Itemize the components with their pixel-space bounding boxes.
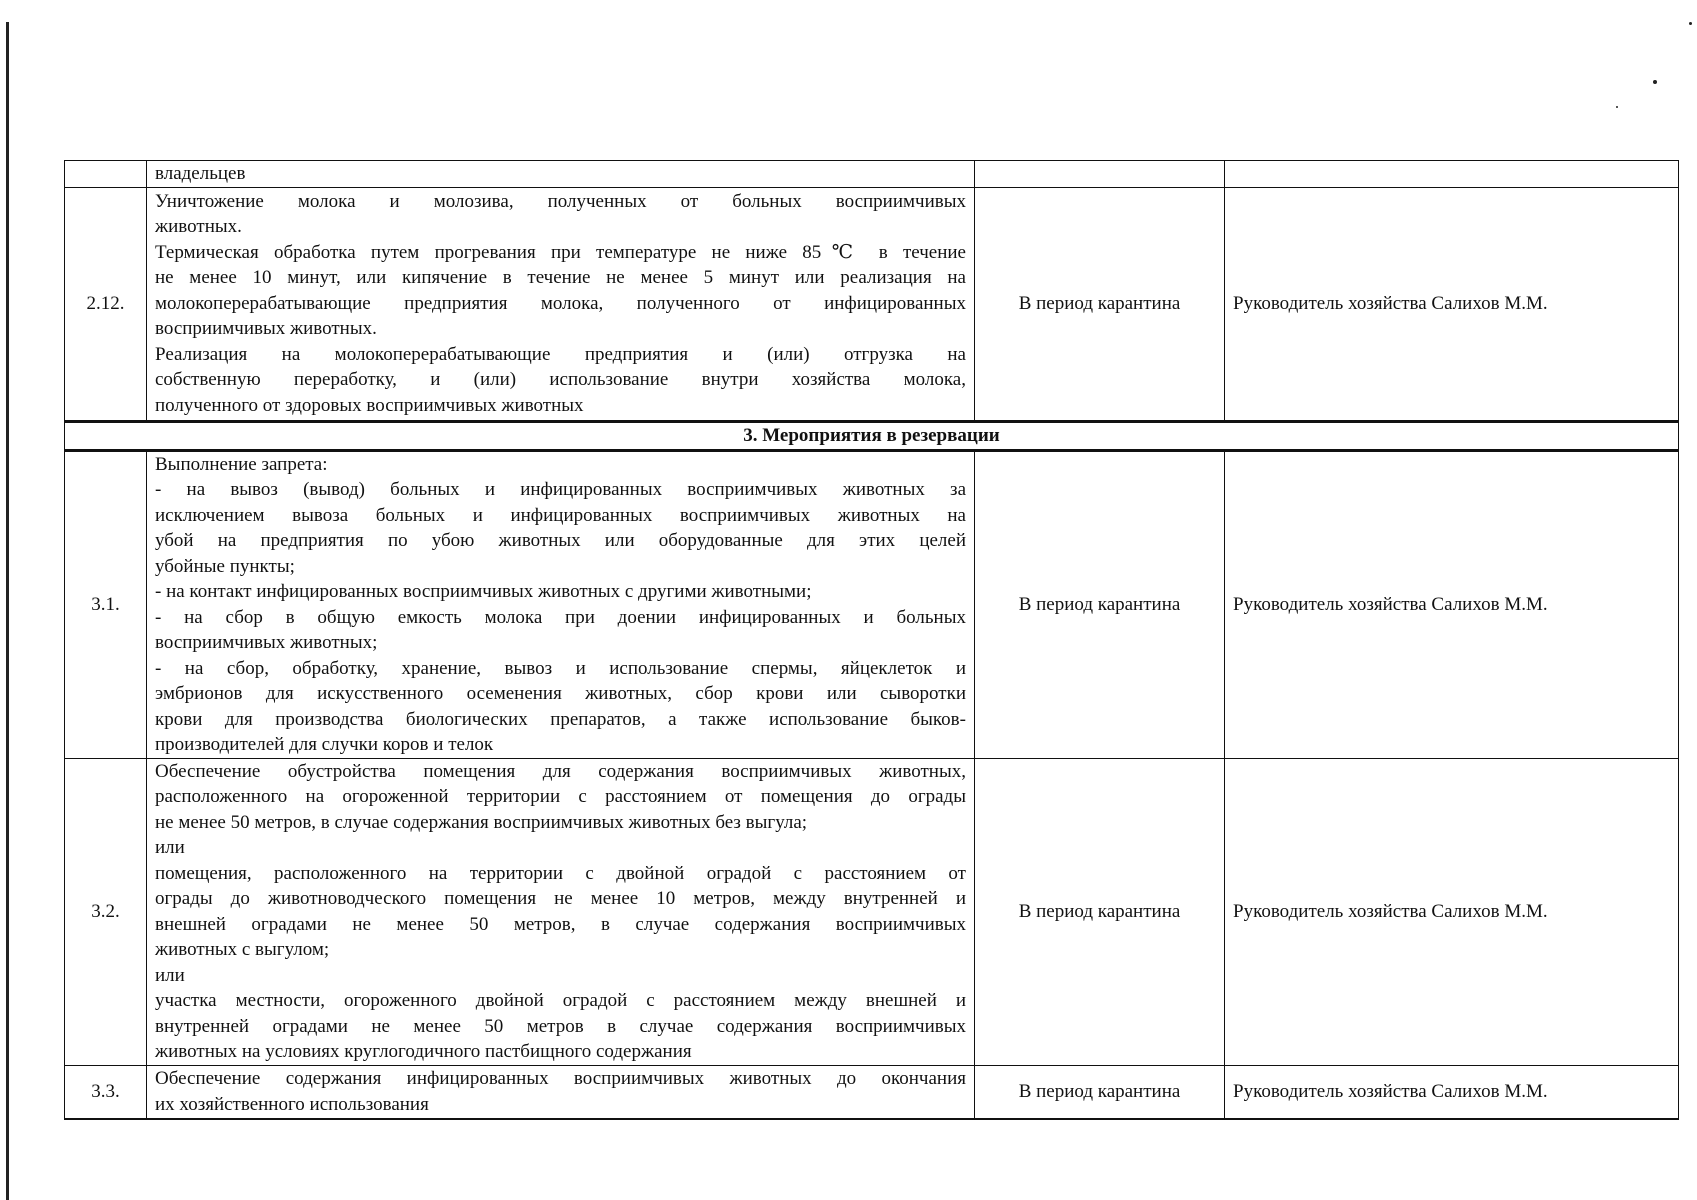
table-row [65,758,1679,1065]
row-description [147,450,975,758]
description-line: животных. [155,216,242,238]
table-row [65,161,1679,188]
description-line: убой на предприятия по убою животных или оборудованные для этих целей [155,530,966,551]
section-header-row [65,421,1679,450]
description-line: животных с выгулом; [155,939,330,960]
description-line: не менее 50 метров, в случае содержания восприимчивых животных без выгула; [155,811,808,833]
description-line: восприимчивых животных; [155,632,378,653]
row-number: 3.3. [65,1065,147,1119]
row-responsible [1225,161,1679,188]
table-row [65,187,1679,421]
row-description [147,1065,975,1119]
row-term: В период карантина [975,758,1225,1065]
table-row [65,450,1679,758]
description-line: или [155,837,185,858]
row-description [147,187,975,421]
scan-speck [1616,106,1618,108]
row-responsible: Руководитель хозяйства Салихов М.М. [1225,450,1679,758]
description-line: Выполнение запрета: [155,453,328,475]
description-line: животных на условиях круглогодичного пастбищного содержания [155,1041,692,1062]
description-line: производителей для случки коров и телок [155,734,494,755]
description-line: молокоперерабатывающие предприятия молока, полученного от инфицированных [155,292,966,314]
description-line: ограды до животноводческого помещения не менее 10 метров, между внутренней и [155,888,966,909]
description-line: внутренней оградами не менее 50 метров в случае содержания восприимчивых [155,1015,966,1037]
row-term: В период карантина [975,1065,1225,1119]
row-responsible: Руководитель хозяйства Салихов М.М. [1225,1065,1679,1119]
scan-speck [1689,22,1692,25]
description-line: расположенного на огороженной территории с расстоянием от помещения до ограды [155,786,966,807]
description-line: убойные пункты; [155,555,295,577]
row-term: В период карантина [975,450,1225,758]
scan-left-edge [6,22,9,1200]
description-line: не менее 10 минут, или кипячение в течение не менее 5 минут или реализация на [155,267,966,289]
description-line: восприимчивых животных. [155,318,377,340]
description-line: - на сбор, обработку, хранение, вывоз и использование спермы, яйцеклеток и [155,657,966,679]
description-line: полученного от здоровых восприимчивых животных [155,394,584,416]
description-line: - на вывоз (вывод) больных и инфицированных восприимчивых животных за [155,479,966,500]
description-line: собственную переработку, и (или) использование внутри хозяйства молока, [155,369,966,391]
row-responsible: Руководитель хозяйства Салихов М.М. [1225,758,1679,1065]
row-term [975,161,1225,188]
description-line: их хозяйственного использования [155,1093,429,1115]
row-description [147,161,975,188]
description-line: владельцев [155,163,246,184]
row-term: В период карантина [975,187,1225,421]
row-number: 3.2. [65,758,147,1065]
description-line: - на сбор в общую емкость молока при доении инфицированных и больных [155,606,966,628]
row-description [147,758,975,1065]
description-line: Обеспечение содержания инфицированных восприимчивых животных до окончания [155,1068,966,1089]
description-line: Термическая обработка путем прогревания при температуре не ниже 85℃ в течение [155,241,966,263]
scan-speck [1653,80,1657,84]
description-line: Реализация на молокоперерабатывающие предприятия и (или) отгрузка на [155,343,966,365]
table-row [65,1065,1679,1119]
description-line: эмбрионов для искусственного осеменения животных, сбор крови или сыворотки [155,683,966,704]
description-line: крови для производства биологических препаратов, а также использование быков- [155,708,966,730]
description-line: помещения, расположенного на территории с двойной оградой с расстоянием от [155,862,966,884]
section-title: 3. Мероприятия в резервации [65,421,1679,450]
row-number [65,161,147,188]
description-line: Обеспечение обустройства помещения для содержания восприимчивых животных, [155,760,966,782]
measures-table [64,160,1679,1120]
description-line: Уничтожение молока и молозива, полученных от больных восприимчивых [155,190,966,212]
description-line: исключением вывоза больных и инфицированных восприимчивых животных на [155,504,966,526]
row-responsible: Руководитель хозяйства Салихов М.М. [1225,187,1679,421]
description-line: внешней оградами не менее 50 метров, в случае содержания восприимчивых [155,913,966,935]
row-number: 3.1. [65,450,147,758]
description-line: участка местности, огороженного двойной оградой с расстоянием между внешней и [155,990,966,1011]
row-number: 2.12. [65,187,147,421]
description-line: или [155,964,185,986]
description-line: - на контакт инфицированных восприимчивых животных с другими животными; [155,581,812,602]
